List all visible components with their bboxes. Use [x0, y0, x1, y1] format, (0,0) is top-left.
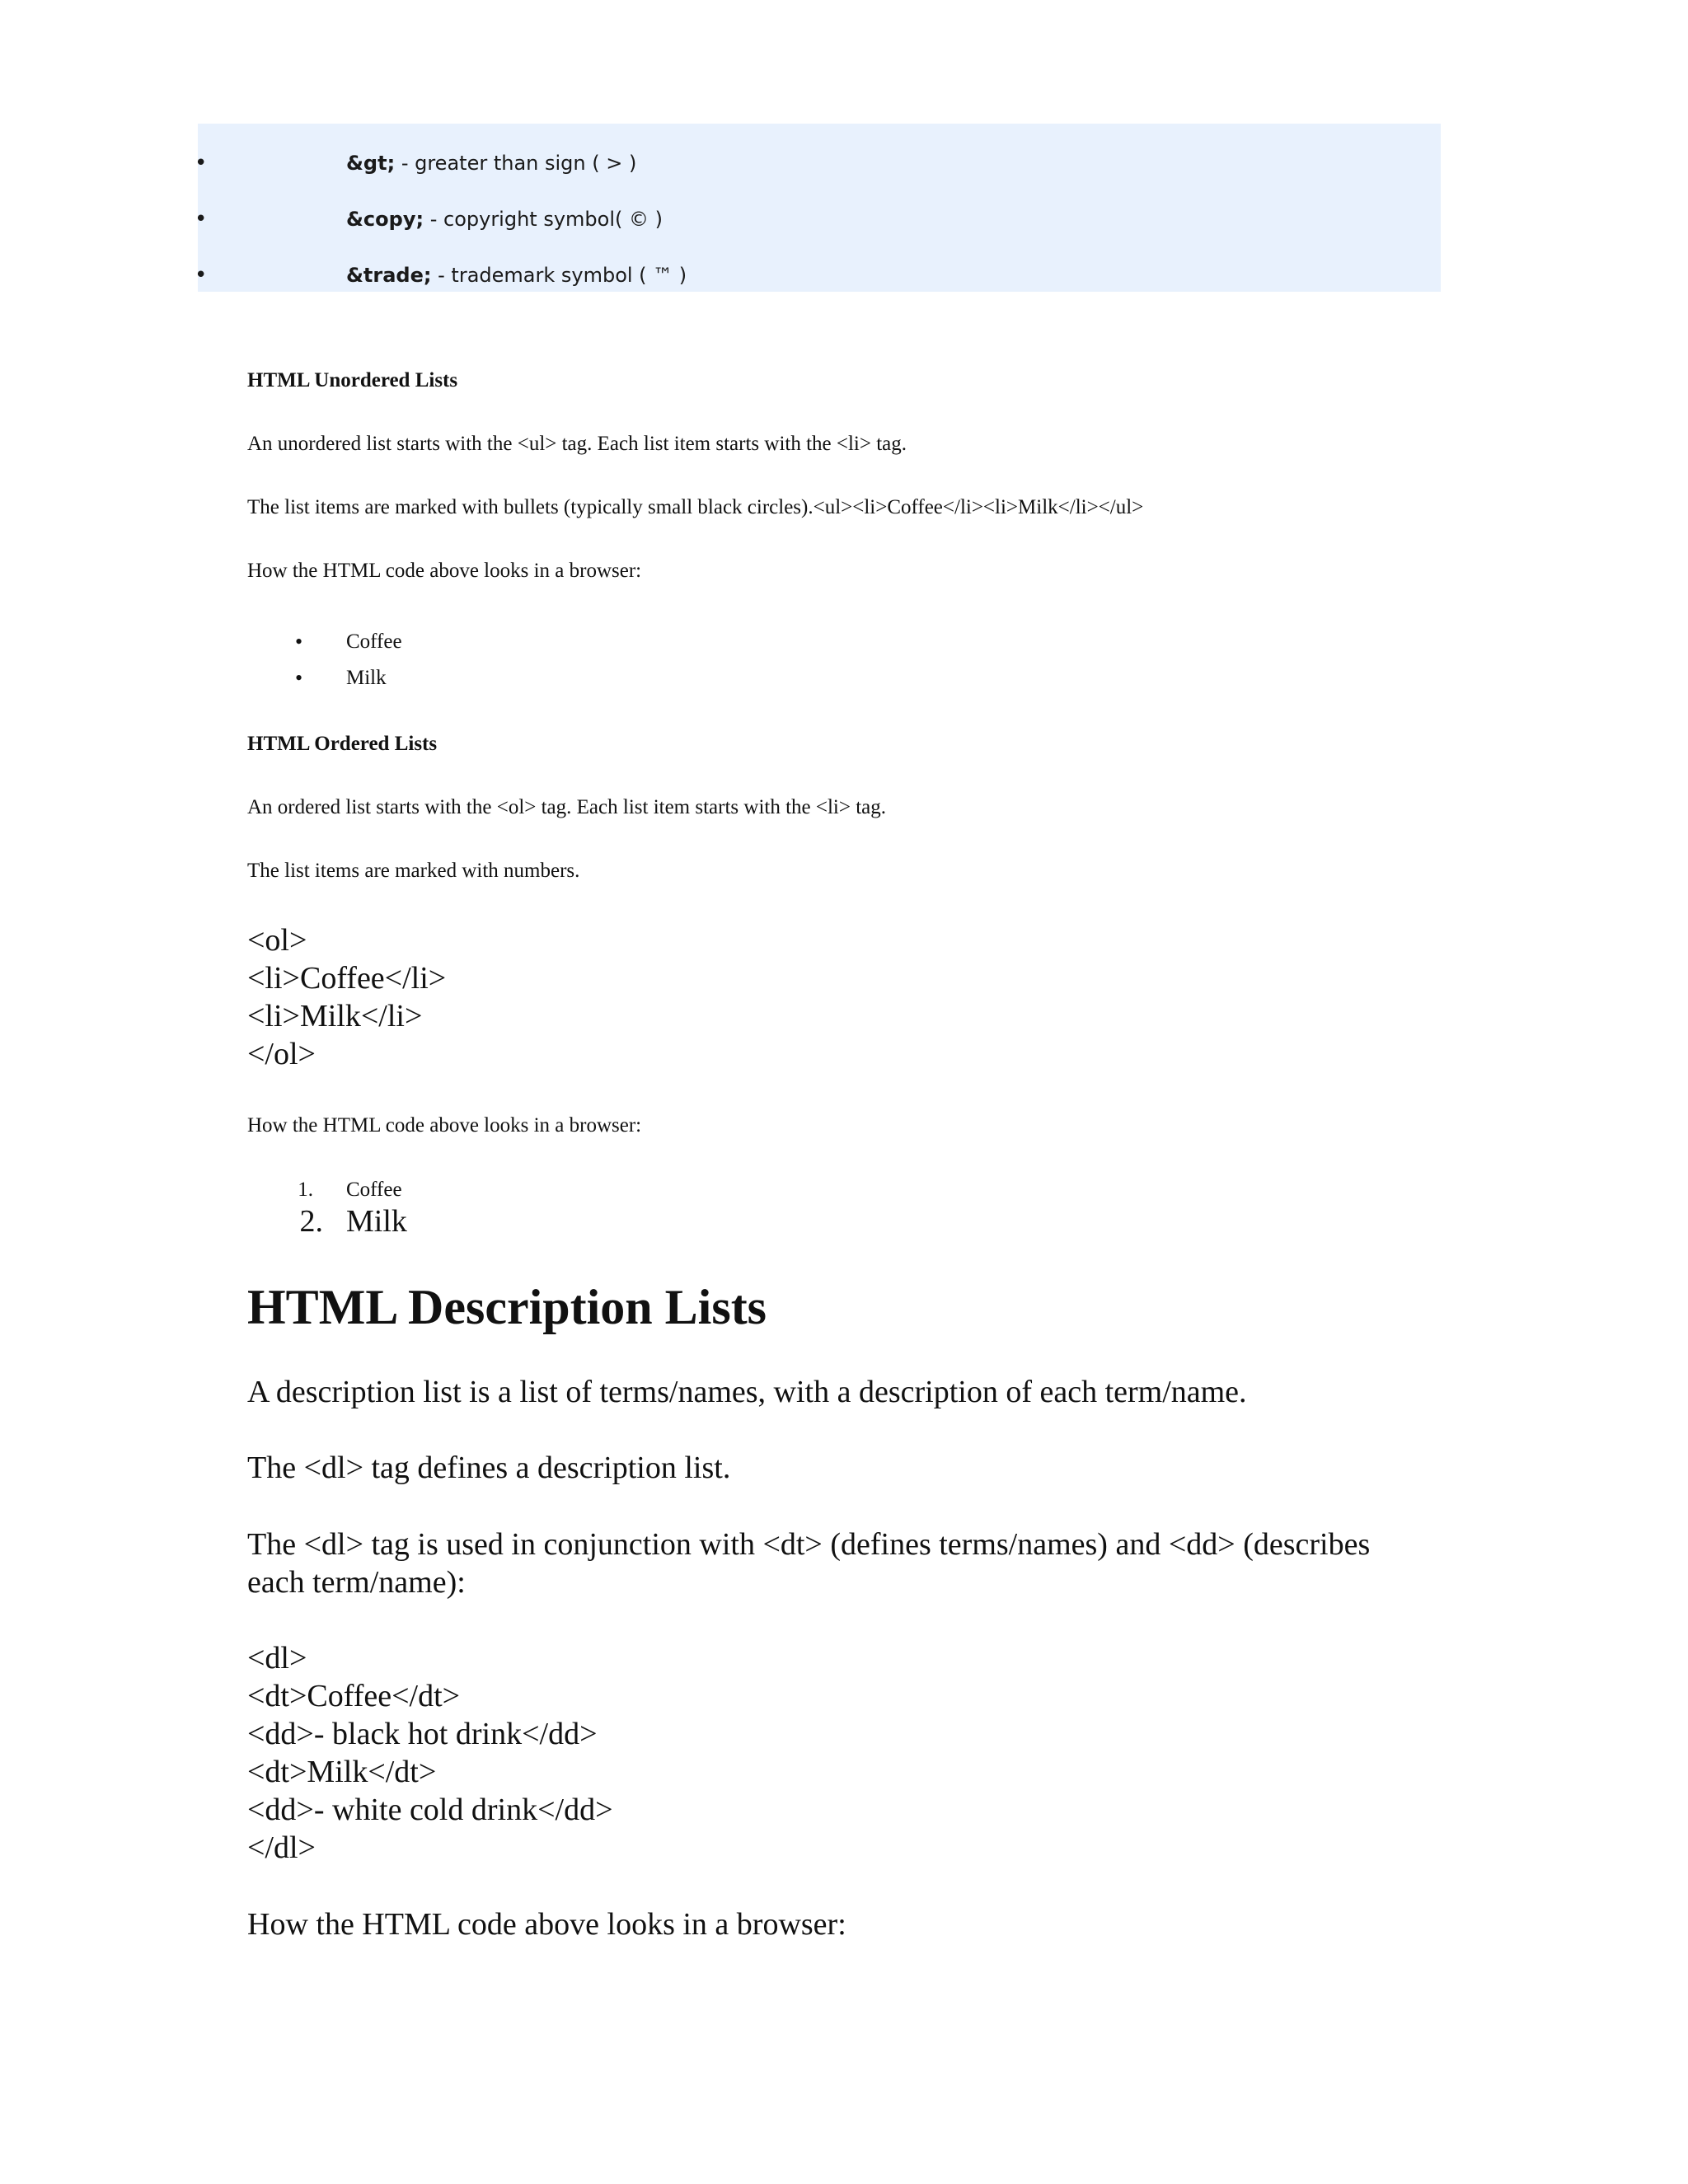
ordered-paragraph-2: The list items are marked with numbers.	[247, 860, 580, 882]
code-line: </dl>	[247, 1830, 316, 1865]
code-line: <dd>- white cold drink</dd>	[247, 1793, 613, 1827]
entity-code: &trade;	[346, 264, 432, 287]
unordered-paragraph-1: An unordered list starts with the <ul> tag. Each list item starts with the <li> tag.	[247, 433, 907, 455]
list-number: 2.	[299, 1204, 323, 1239]
entity-description: - copyright symbol( © )	[424, 208, 663, 231]
list-item: Coffee	[346, 1179, 402, 1201]
entity-list	[195, 124, 1441, 292]
bullet-icon: •	[195, 151, 208, 176]
bullet-icon: •	[195, 207, 208, 232]
description-paragraph-3-line-1: The <dl> tag is used in conjunction with <dt> (defines terms/names) and <dd> (describes	[247, 1527, 1371, 1562]
list-item: Milk	[346, 1204, 407, 1239]
list-number: 1.	[298, 1179, 313, 1201]
code-line: <dt>Milk</dt>	[247, 1755, 437, 1789]
list-item	[195, 203, 1441, 236]
ordered-heading: HTML Ordered Lists	[247, 733, 438, 755]
unordered-heading: HTML Unordered Lists	[247, 369, 458, 391]
description-paragraph-3-line-2: each term/name):	[247, 1565, 466, 1600]
code-line: <li>Milk</li>	[247, 999, 423, 1033]
code-line: <dd>- black hot drink</dd>	[247, 1717, 598, 1751]
code-line: <dl>	[247, 1641, 307, 1675]
code-line: </ol>	[247, 1037, 316, 1071]
description-paragraph-1: A description list is a list of terms/names, with a description of each term/name.	[247, 1375, 1247, 1409]
entity-description: - greater than sign ( > )	[395, 152, 637, 175]
list-item: Milk	[346, 667, 387, 689]
ordered-paragraph-1: An ordered list starts with the <ol> tag. Each list item starts with the <li> tag.	[247, 796, 887, 818]
bullet-icon: •	[295, 666, 303, 690]
code-line: <ol>	[247, 923, 307, 958]
description-paragraph-4: How the HTML code above looks in a browser:	[247, 1907, 846, 1942]
description-paragraph-2: The <dl> tag defines a description list.	[247, 1451, 731, 1485]
entity-code: &copy;	[346, 208, 424, 231]
unordered-paragraph-3: How the HTML code above looks in a browser:	[247, 560, 642, 582]
code-line: <li>Coffee</li>	[247, 961, 447, 996]
entity-code: &gt;	[346, 152, 396, 175]
description-heading: HTML Description Lists	[247, 1280, 767, 1334]
bullet-icon: •	[195, 263, 208, 288]
ordered-paragraph-3: How the HTML code above looks in a browser:	[247, 1114, 642, 1137]
code-line: <dt>Coffee</dt>	[247, 1679, 461, 1713]
list-item: Coffee	[346, 630, 402, 653]
list-item	[195, 259, 1441, 292]
bullet-icon: •	[295, 630, 303, 654]
entity-description: - trademark symbol ( ™ )	[431, 264, 687, 287]
list-item	[195, 147, 1441, 180]
unordered-paragraph-2: The list items are marked with bullets (typically small black circles).<ul><li>Coffee</li><li>Milk</li></ul>	[247, 496, 1144, 518]
